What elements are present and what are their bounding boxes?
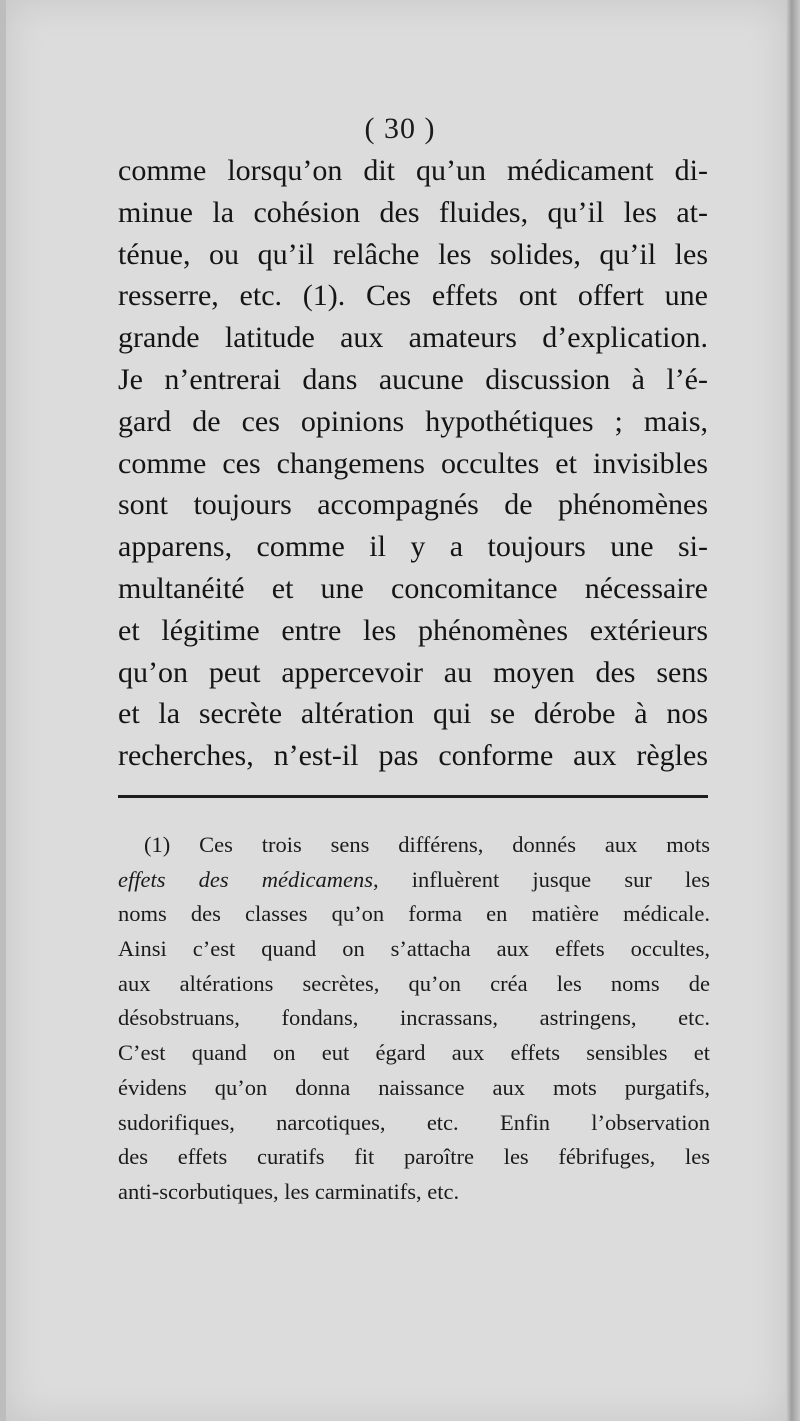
text-line: ténue, ou qu’il relâche les solides, qu’il les [118,237,708,271]
text-line: et la secrète altération qui se dérobe à nos [118,697,708,731]
footnote-line: (1) Ces trois sens différens, donnés aux mots [144,832,710,857]
text-line: multanéité et une concomitance nécessaire [118,571,708,605]
footnote-line: Ainsi c’est quand on s’attacha aux effets occultes, [118,936,710,962]
text-line: gard de ces opinions hypothétiques ; mais, [118,404,708,438]
page-number: ( 30 ) [364,112,436,145]
footnote-italic-term: effets des médicamens [118,866,374,892]
text-line: apparens, comme il y a toujours une si- [118,530,708,564]
main-text [118,150,708,777]
footnote-line: noms des classes qu’on forma en matière médicale. [118,901,710,927]
footnote [118,828,710,1210]
text-line: Je n’entrerai dans aucune discussion à l’é- [118,362,708,396]
text-line: et légitime entre les phénomènes extérieurs [118,613,708,647]
footnote-line: sudorifiques, narcotiques, etc. Enfin l’observation [118,1109,710,1135]
footnote-line: évidens qu’on donna naissance aux mots purgatifs, [118,1074,710,1100]
footnote-line: désobstruans, fondans, incrassans, astringens, etc. [118,1005,710,1031]
footnote-line: anti-scorbutiques, les carminatifs, etc. [118,1178,460,1204]
text-line: qu’on peut appercevoir au moyen des sens [118,655,708,689]
footnote-line: aux altérations secrètes, qu’on créa les noms de [118,970,710,996]
text-line: comme lorsqu’on dit qu’un médicament di- [118,154,708,187]
text-line: minue la cohésion des fluides, qu’il les at- [118,195,708,229]
footnote-divider [118,795,708,798]
footnote-line: des effets curatifs fit paroître les fébrifuges, les [118,1144,710,1170]
text-line: recherches, n’est-il pas conforme aux règles [118,739,708,773]
text-line: resserre, etc. (1). Ces effets ont offert une [118,279,708,313]
footnote-line [118,863,710,898]
text-line: grande latitude aux amateurs d’explication. [118,321,708,355]
text-line: comme ces changemens occultes et invisibles [118,446,708,480]
footnote-line-rest: , influèrent jusque sur les [373,866,710,892]
footnote-line: C’est quand on eut égard aux effets sensibles et [118,1040,710,1066]
page-edge [786,0,800,1421]
text-line: sont toujours accompagnés de phénomènes [118,488,708,522]
